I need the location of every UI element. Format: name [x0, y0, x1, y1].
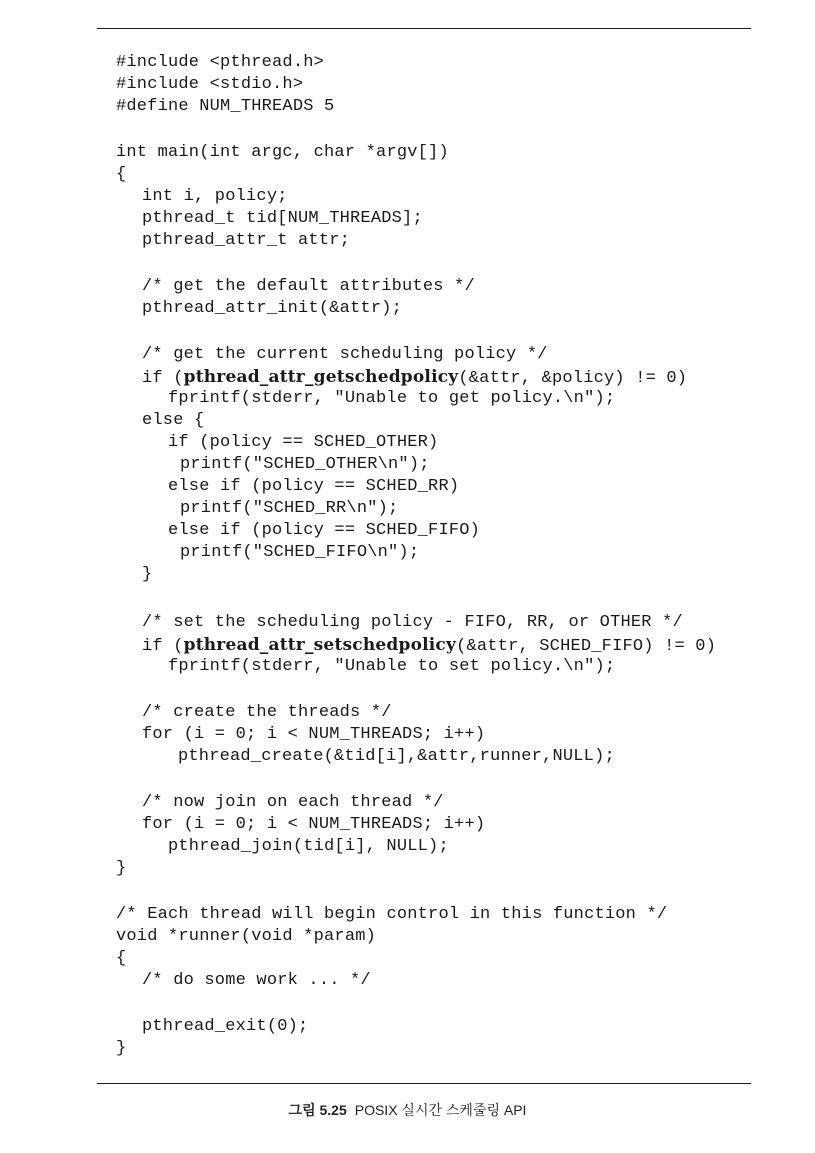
code-line: #include <stdio.h>: [116, 75, 304, 94]
code-line: [142, 634, 716, 658]
code-line: fprintf(stderr, "Unable to get policy.\n");: [168, 389, 616, 408]
code-line: for (i = 0; i < NUM_THREADS; i++): [142, 815, 486, 834]
code-line: int main(int argc, char *argv[]): [116, 143, 449, 162]
code-line: #include <pthread.h>: [116, 53, 325, 72]
code-comment: /* do some work ... */: [142, 971, 371, 990]
code-line: }: [142, 565, 153, 584]
code-line: }: [116, 859, 127, 878]
code-comment: /* get the default attributes */: [142, 277, 475, 296]
figure-caption: [0, 1100, 815, 1120]
code-line: printf("SCHED_OTHER\n");: [180, 455, 430, 474]
code-line: pthread_attr_init(&attr);: [142, 299, 403, 318]
code-line: else if (policy == SCHED_RR): [168, 477, 460, 496]
figure-title: POSIX 실시간 스케줄링 API: [354, 1102, 527, 1118]
figure-label: 그림 5.25: [288, 1102, 347, 1118]
code-line: [142, 366, 687, 390]
code-line: else {: [142, 411, 205, 430]
code-comment: /* get the current scheduling policy */: [142, 345, 548, 364]
code-line: {: [116, 949, 127, 968]
code-line: else if (policy == SCHED_FIFO): [168, 521, 481, 540]
code-comment: /* now join on each thread */: [142, 793, 444, 812]
code-line: pthread_t tid[NUM_THREADS];: [142, 209, 423, 228]
code-args: (&attr, SCHED_FIFO) != 0): [456, 637, 717, 656]
code-keyword: if (: [142, 637, 184, 656]
code-line: {: [116, 165, 127, 184]
code-line: fprintf(stderr, "Unable to set policy.\n");: [168, 657, 616, 676]
code-line: }: [116, 1039, 127, 1058]
code-line: printf("SCHED_FIFO\n");: [180, 543, 420, 562]
code-comment: /* set the scheduling policy - FIFO, RR, or OTHER */: [142, 613, 683, 632]
code-line: pthread_create(&tid[i],&attr,runner,NULL);: [178, 747, 615, 766]
code-comment: /* Each thread will begin control in this function */: [116, 905, 668, 924]
code-keyword: if (: [142, 369, 184, 388]
highlighted-function: pthread_attr_setschedpolicy: [183, 635, 457, 655]
code-line: if (policy == SCHED_OTHER): [168, 433, 439, 452]
code-line: for (i = 0; i < NUM_THREADS; i++): [142, 725, 486, 744]
code-comment: /* create the threads */: [142, 703, 392, 722]
code-line: printf("SCHED_RR\n");: [180, 499, 399, 518]
code-line: #define NUM_THREADS 5: [116, 97, 335, 116]
code-line: pthread_exit(0);: [142, 1017, 309, 1036]
code-line: pthread_attr_t attr;: [142, 231, 351, 250]
code-args: (&attr, &policy) != 0): [458, 369, 688, 388]
code-line: int i, policy;: [142, 187, 288, 206]
bottom-rule: [97, 1083, 751, 1084]
highlighted-function: pthread_attr_getschedpolicy: [183, 367, 459, 387]
code-line: void *runner(void *param): [116, 927, 377, 946]
code-line: pthread_join(tid[i], NULL);: [168, 837, 449, 856]
